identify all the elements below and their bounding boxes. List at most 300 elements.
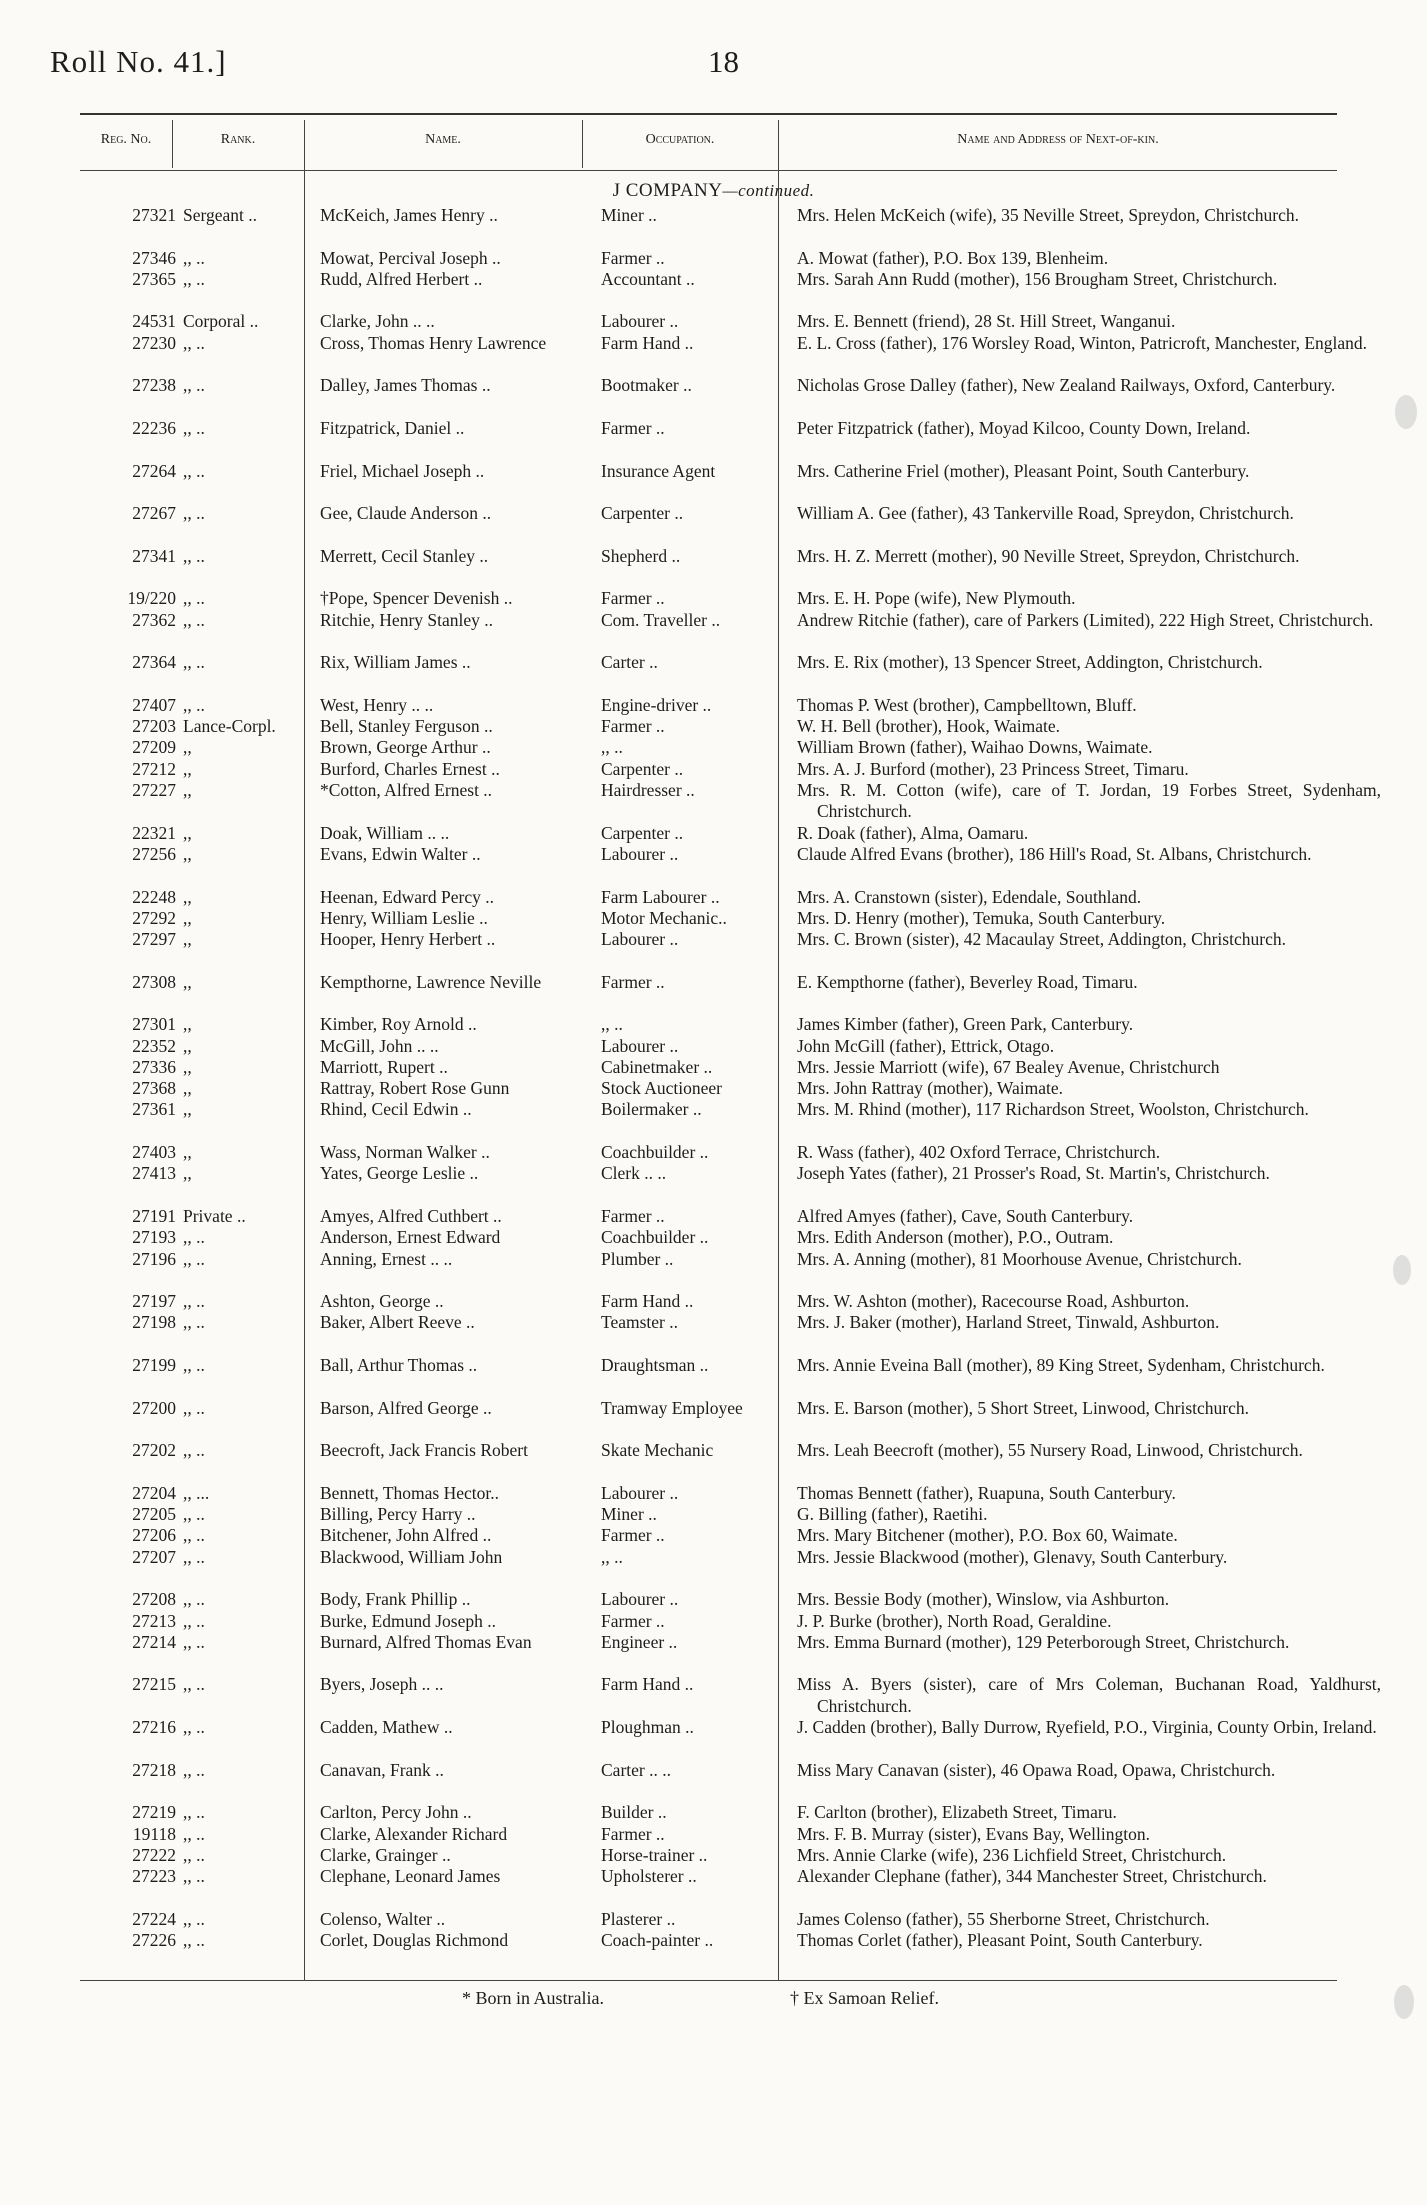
cell-name: Rhind, Cecil Edwin .. [320,1099,472,1120]
cell-name: Doak, William .. .. [320,822,450,843]
cell-rank: ,, .. [183,1525,205,1546]
cell-name: Cross, Thomas Henry Lawrence [320,332,547,353]
cell-name: Mowat, Percival Joseph .. [320,247,501,268]
cell-next-of-kin: Miss A. Byers (sister), care of Mrs Coleman, Buchanan Road, Yaldhurst, Christchurch. [797,1674,1381,1716]
cell-name: Beecroft, Jack Francis Robert [320,1440,528,1461]
table-row [0,1398,1427,1441]
cell-next-of-kin: Joseph Yates (father), 21 Prosser's Road, St. Martin's, Christchurch. [797,1163,1270,1184]
cell-next-of-kin: Alexander Clephane (father), 344 Manchester Street, Christchurch. [797,1866,1267,1887]
cell-next-of-kin: R. Wass (father), 402 Oxford Terrace, Christchurch. [797,1142,1161,1163]
cell-occupation: Shepherd .. [601,545,681,566]
cell-rank: ,, .. [183,1674,205,1695]
cell-rank: ,, .. [183,1759,205,1780]
cell-rank: ,, .. [183,1823,205,1844]
cell-next-of-kin: A. Mowat (father), P.O. Box 139, Blenheim. [797,247,1109,268]
cell-reg-no: 27200 [132,1397,176,1418]
cell-rank: Lance-Corpl. [183,716,276,737]
cell-rank: ,, [183,1056,192,1077]
cell-next-of-kin: Mrs. Emma Burnard (mother), 129 Peterborough Street, Christchurch. [797,1631,1290,1652]
cell-name: Byers, Joseph .. .. [320,1674,444,1695]
bottom-rule [80,1980,1337,1981]
cell-occupation: Hairdresser .. [601,780,695,801]
header-divider [172,120,173,168]
cell-name: Anderson, Ernest Edward [320,1227,501,1248]
cell-name: Fitzpatrick, Daniel .. [320,417,465,438]
cell-next-of-kin: Mrs. W. Ashton (mother), Racecourse Road, Ashburton. [797,1291,1190,1312]
cell-rank: ,, .. [183,694,205,715]
cell-name: Heenan, Edward Percy .. [320,886,494,907]
cell-reg-no: 27206 [132,1525,176,1546]
cell-name: McGill, John .. .. [320,1035,439,1056]
cell-next-of-kin: Mrs. J. Baker (mother), Harland Street, Tinwald, Ashburton. [797,1312,1220,1333]
cell-occupation: Engine-driver .. [601,694,712,715]
table-row [0,1760,1427,1803]
cell-rank: ,, .. [183,1291,205,1312]
cell-name: Brown, George Arthur .. [320,737,491,758]
cell-name: Burke, Edmund Joseph .. [320,1610,496,1631]
cell-occupation: Carpenter .. [601,758,684,779]
footnote-born-australia: * Born in Australia. [462,1988,604,2008]
cell-occupation: Stock Auctioneer [601,1078,723,1099]
cell-reg-no: 27214 [132,1631,176,1652]
cell-name: Barson, Alfred George .. [320,1397,492,1418]
cell-name: Colenso, Walter .. [320,1908,446,1929]
table-row [0,1078,1427,1099]
header-divider [582,120,583,168]
header-name: Name. [425,132,461,147]
cell-occupation: Motor Mechanic.. [601,907,727,928]
cell-rank: ,, [183,843,192,864]
table-row [0,1036,1427,1057]
company-heading [0,180,1427,202]
cell-occupation: Upholsterer .. [601,1866,697,1887]
cell-reg-no: 24531 [132,311,176,332]
cell-name: Evans, Edwin Walter .. [320,843,481,864]
cell-reg-no: 27407 [132,694,176,715]
cell-name: Gee, Claude Anderson .. [320,503,492,524]
cell-occupation: Insurance Agent [601,460,716,481]
table-row [0,1845,1427,1866]
cell-reg-no: 27224 [132,1908,176,1929]
cell-occupation: Carpenter .. [601,503,684,524]
cell-next-of-kin: Mrs. H. Z. Merrett (mother), 90 Neville Street, Spreydon, Christchurch. [797,545,1300,566]
table-row [0,1483,1427,1504]
cell-occupation: Farmer .. [601,1610,665,1631]
table-row [0,1057,1427,1078]
cell-rank: ,, .. [183,460,205,481]
table-row [0,1824,1427,1845]
cell-occupation: Farmer .. [601,971,665,992]
cell-reg-no: 22352 [132,1035,176,1056]
cell-reg-no: 27256 [132,843,176,864]
table-row [0,248,1427,269]
cell-occupation: Coachbuilder .. [601,1142,709,1163]
roll-table [0,205,1427,1951]
cell-rank: ,, [183,886,192,907]
cell-reg-no: 27301 [132,1014,176,1035]
cell-reg-no: 27204 [132,1482,176,1503]
cell-name: Body, Frank Phillip .. [320,1589,471,1610]
table-row [0,1589,1427,1610]
cell-name: Burford, Charles Ernest .. [320,758,500,779]
cell-rank: ,, .. [183,1631,205,1652]
cell-rank: ,, .. [183,375,205,396]
cell-rank: ,, .. [183,1227,205,1248]
company-title: J COMPANY [612,180,723,201]
cell-next-of-kin: Mrs. Sarah Ann Rudd (mother), 156 Brougham Street, Christchurch. [797,268,1278,289]
cell-reg-no: 27215 [132,1674,176,1695]
cell-name: Merrett, Cecil Stanley .. [320,545,489,566]
cell-next-of-kin: Claude Alfred Evans (brother), 186 Hill's Road, St. Albans, Christchurch. [797,843,1312,864]
table-row [0,1611,1427,1632]
table-row [0,461,1427,504]
table-row [0,1142,1427,1163]
cell-next-of-kin: F. Carlton (brother), Elizabeth Street, Timaru. [797,1802,1117,1823]
cell-occupation: Carter .. .. [601,1759,671,1780]
cell-next-of-kin: Nicholas Grose Dalley (father), New Zealand Railways, Oxford, Canterbury. [797,375,1336,396]
table-row [0,333,1427,376]
cell-name: Blackwood, William John [320,1546,503,1567]
table-row [0,1440,1427,1483]
cell-reg-no: 27238 [132,375,176,396]
table-row [0,887,1427,908]
cell-rank: ,, .. [183,1504,205,1525]
cell-occupation: Teamster .. [601,1312,679,1333]
cell-occupation: Ploughman .. [601,1717,694,1738]
cell-occupation: Farm Hand .. [601,1291,694,1312]
cell-occupation: Farmer .. [601,1823,665,1844]
cell-next-of-kin: Mrs. E. H. Pope (wife), New Plymouth. [797,588,1076,609]
cell-reg-no: 27213 [132,1610,176,1631]
cell-next-of-kin: William Brown (father), Waihao Downs, Waimate. [797,737,1153,758]
cell-occupation: Carpenter .. [601,822,684,843]
cell-next-of-kin: Mrs. Jessie Blackwood (mother), Glenavy, South Canterbury. [797,1546,1228,1567]
cell-reg-no: 27308 [132,971,176,992]
top-rule [80,113,1337,115]
cell-next-of-kin: Mrs. D. Henry (mother), Temuka, South Canterbury. [797,907,1166,928]
cell-reg-no: 27197 [132,1291,176,1312]
table-row [0,418,1427,461]
cell-next-of-kin: James Colenso (father), 55 Sherborne Street, Christchurch. [797,1908,1210,1929]
cell-rank: ,, .. [183,417,205,438]
table-row [0,1866,1427,1909]
cell-name: Rattray, Robert Rose Gunn [320,1078,510,1099]
cell-name: Yates, George Leslie .. [320,1163,479,1184]
cell-name: Clarke, Alexander Richard [320,1823,508,1844]
cell-reg-no: 27364 [132,652,176,673]
table-row [0,1163,1427,1206]
cell-rank: ,, [183,758,192,779]
cell-next-of-kin: Mrs. Leah Beecroft (mother), 55 Nursery Road, Linwood, Christchurch. [797,1440,1303,1461]
cell-reg-no: 27264 [132,460,176,481]
cell-name: Ashton, George .. [320,1291,444,1312]
cell-next-of-kin: James Kimber (father), Green Park, Canterbury. [797,1014,1134,1035]
cell-occupation: Miner .. [601,1504,657,1525]
table-row [0,1099,1427,1142]
cell-reg-no: 27208 [132,1589,176,1610]
table-row [0,1717,1427,1760]
cell-next-of-kin: Mrs. Edith Anderson (mother), P.O., Outram. [797,1227,1114,1248]
cell-name: *Cotton, Alfred Ernest .. [320,780,493,801]
cell-rank: ,, [183,822,192,843]
cell-reg-no: 27216 [132,1717,176,1738]
cell-next-of-kin: J. Cadden (brother), Bally Durrow, Ryefield, P.O., Virginia, County Orbin, Ireland. [797,1717,1377,1738]
cell-occupation: Plasterer .. [601,1908,676,1929]
cell-next-of-kin: Thomas P. West (brother), Campbelltown, Bluff. [797,694,1137,715]
cell-occupation: ,, .. [601,1014,623,1035]
cell-occupation: Carter .. [601,652,658,673]
cell-occupation: Farmer .. [601,417,665,438]
header-occupation: Occupation. [645,132,715,147]
cell-rank: ,, [183,1163,192,1184]
cell-rank: ,, [183,780,192,801]
cell-name: Wass, Norman Walker .. [320,1142,490,1163]
header-next-of-kin: Name and Address of Next-of-kin. [957,132,1159,147]
cell-next-of-kin: W. H. Bell (brother), Hook, Waimate. [797,716,1060,737]
cell-reg-no: 22321 [132,822,176,843]
cell-next-of-kin: Mrs. M. Rhind (mother), 117 Richardson Street, Woolston, Christchurch. [797,1099,1309,1120]
table-row [0,652,1427,695]
cell-next-of-kin: Alfred Amyes (father), Cave, South Canterbury. [797,1205,1134,1226]
cell-occupation: Builder .. [601,1802,667,1823]
cell-name: Ritchie, Henry Stanley .. [320,609,494,630]
cell-next-of-kin: G. Billing (father), Raetihi. [797,1504,988,1525]
cell-rank: ,, [183,1099,192,1120]
cell-rank: ,, [183,1078,192,1099]
cell-reg-no: 27230 [132,332,176,353]
table-row [0,546,1427,589]
page-number: 18 [708,44,739,79]
cell-rank: ,, .. [183,1930,205,1951]
cell-occupation: Tramway Employee [601,1397,743,1418]
cell-occupation: Labourer .. [601,1589,679,1610]
cell-next-of-kin: Mrs. F. B. Murray (sister), Evans Bay, Wellington. [797,1823,1150,1844]
cell-occupation: Boilermaker .. [601,1099,702,1120]
cell-rank: ,, .. [183,1248,205,1269]
cell-reg-no: 27196 [132,1248,176,1269]
cell-next-of-kin: Mrs. A. J. Burford (mother), 23 Princess Street, Timaru. [797,758,1189,779]
cell-rank: ,, [183,737,192,758]
cell-reg-no: 19118 [132,1823,176,1844]
cell-occupation: Farm Labourer .. [601,886,720,907]
cell-name: Bitchener, John Alfred .. [320,1525,492,1546]
cell-occupation: Engineer .. [601,1631,678,1652]
cell-occupation: Miner .. [601,205,657,225]
cell-name: Carlton, Percy John .. [320,1802,472,1823]
cell-occupation: Farmer .. [601,588,665,609]
footnote-ex-samoan: † Ex Samoan Relief. [790,1988,939,2008]
cell-rank: ,, .. [183,1312,205,1333]
cell-occupation: Coachbuilder .. [601,1227,709,1248]
cell-reg-no: 27336 [132,1056,176,1077]
table-row [0,716,1427,737]
table-row [0,1547,1427,1590]
cell-occupation: Farmer .. [601,1205,665,1226]
cell-next-of-kin: J. P. Burke (brother), North Road, Geraldine. [797,1610,1112,1631]
cell-next-of-kin: Mrs. Annie Eveina Ball (mother), 89 King Street, Sydenham, Christchurch. [797,1355,1325,1376]
cell-name: McKeich, James Henry .. [320,205,498,225]
cell-next-of-kin: Mrs. A. Anning (mother), 81 Moorhouse Avenue, Christchurch. [797,1248,1242,1269]
cell-rank: ,, [183,1142,192,1163]
cell-reg-no: 27202 [132,1440,176,1461]
table-row [0,737,1427,758]
table-row [0,503,1427,546]
cell-next-of-kin: Mrs. Mary Bitchener (mother), P.O. Box 60, Waimate. [797,1525,1178,1546]
cell-reg-no: 27227 [132,780,176,801]
cell-rank: ,, .. [183,247,205,268]
cell-rank: ,, .. [183,1610,205,1631]
cell-rank: ,, .. [183,1844,205,1865]
table-row [0,1802,1427,1823]
cell-name: Clarke, John .. .. [320,311,435,332]
cell-occupation: Bootmaker .. [601,375,692,396]
cell-next-of-kin: Mrs. Bessie Body (mother), Winslow, via Ashburton. [797,1589,1170,1610]
cell-next-of-kin: Mrs. C. Brown (sister), 42 Macaulay Street, Addington, Christchurch. [797,929,1286,950]
cell-reg-no: 27292 [132,907,176,928]
cell-reg-no: 27191 [132,1205,176,1226]
cell-name: Amyes, Alfred Cuthbert .. [320,1205,502,1226]
cell-occupation: Skate Mechanic [601,1440,714,1461]
cell-reg-no: 27403 [132,1142,176,1163]
cell-reg-no: 27365 [132,268,176,289]
cell-name: Cadden, Mathew .. [320,1717,453,1738]
cell-name: Clephane, Leonard James [320,1866,501,1887]
cell-rank: ,, [183,971,192,992]
cell-name: Hooper, Henry Herbert .. [320,929,496,950]
cell-reg-no: 27361 [132,1099,176,1120]
cell-name: Corlet, Douglas Richmond [320,1930,509,1951]
cell-rank: ,, .. [183,545,205,566]
cell-occupation: Draughtsman .. [601,1355,709,1376]
table-row [0,1312,1427,1355]
table-row [0,823,1427,844]
scan-smudge [1393,1255,1411,1285]
cell-reg-no: 27222 [132,1844,176,1865]
cell-reg-no: 27193 [132,1227,176,1248]
cell-name: Friel, Michael Joseph .. [320,460,485,481]
cell-next-of-kin: Andrew Ritchie (father), care of Parkers (Limited), 222 High Street, Christchurch. [797,609,1374,630]
cell-reg-no: 27223 [132,1866,176,1887]
cell-name: Marriott, Rupert .. [320,1056,448,1077]
cell-next-of-kin: Thomas Bennett (father), Ruapuna, South Canterbury. [797,1482,1176,1503]
table-row [0,1632,1427,1675]
cell-rank: ,, .. [183,332,205,353]
cell-rank: ,, .. [183,652,205,673]
header-reg-no: Reg. No. [100,132,152,147]
cell-occupation: Labourer .. [601,1482,679,1503]
cell-occupation: Plumber .. [601,1248,674,1269]
table-row [0,1909,1427,1930]
cell-name: Billing, Percy Harry .. [320,1504,476,1525]
cell-reg-no: 27199 [132,1355,176,1376]
company-continued: —continued. [722,181,815,200]
cell-name: Ball, Arthur Thomas .. [320,1355,478,1376]
cell-next-of-kin: Mrs. E. Rix (mother), 13 Spencer Street, Addington, Christchurch. [797,652,1263,673]
cell-next-of-kin: John McGill (father), Ettrick, Otago. [797,1035,1055,1056]
cell-next-of-kin: E. Kempthorne (father), Beverley Road, Timaru. [797,971,1138,992]
table-row [0,1206,1427,1227]
cell-occupation: Labourer .. [601,1035,679,1056]
cell-name: Anning, Ernest .. .. [320,1248,453,1269]
cell-reg-no: 27218 [132,1759,176,1780]
table-row [0,610,1427,653]
table-row [0,1504,1427,1525]
cell-name: Bennett, Thomas Hector.. [320,1482,500,1503]
cell-next-of-kin: R. Doak (father), Alma, Oamaru. [797,822,1029,843]
cell-rank: ,, .. [183,1866,205,1887]
cell-reg-no: 27267 [132,503,176,524]
cell-occupation: Labourer .. [601,311,679,332]
table-row [0,269,1427,312]
cell-name: West, Henry .. .. [320,694,434,715]
table-row [0,311,1427,332]
cell-reg-no: 27226 [132,1930,176,1951]
cell-occupation: Clerk .. .. [601,1163,667,1184]
cell-occupation: Com. Traveller .. [601,609,721,630]
cell-next-of-kin: William A. Gee (father), 43 Tankerville Road, Spreydon, Christchurch. [797,503,1294,524]
cell-name: Canavan, Frank .. [320,1759,444,1780]
table-row [0,759,1427,780]
cell-occupation: Farmer .. [601,247,665,268]
cell-rank: ,, [183,1014,192,1035]
cell-next-of-kin: Miss Mary Canavan (sister), 46 Opawa Road, Opawa, Christchurch. [797,1759,1276,1780]
table-row [0,1674,1427,1717]
table-row [0,780,1427,823]
table-row [0,205,1427,248]
cell-rank: ,, [183,929,192,950]
cell-next-of-kin: Mrs. Jessie Marriott (wife), 67 Bealey Avenue, Christchurch [797,1056,1220,1077]
cell-reg-no: 27212 [132,758,176,779]
cell-name: Rix, William James .. [320,652,471,673]
cell-occupation: ,, .. [601,1546,623,1567]
cell-reg-no: 27413 [132,1163,176,1184]
table-row [0,1355,1427,1398]
roll-number: Roll No. 41.] [50,44,227,79]
cell-reg-no: 22236 [132,417,176,438]
cell-rank: ,, .. [183,1717,205,1738]
cell-name: †Pope, Spencer Devenish .. [320,588,513,609]
table-row [0,1525,1427,1546]
cell-rank: Corporal .. [183,311,259,332]
cell-rank: ,, .. [183,1440,205,1461]
cell-rank: Sergeant .. [183,205,258,225]
header-rule [80,170,1337,171]
header-rank: Rank. [220,132,256,147]
cell-occupation: Horse-trainer .. [601,1844,708,1865]
table-row [0,375,1427,418]
cell-occupation: Labourer .. [601,929,679,950]
scan-smudge [1394,1985,1414,2019]
cell-next-of-kin: Mrs. R. M. Cotton (wife), care of T. Jordan, 19 Forbes Street, Sydenham, Christchurch. [797,780,1381,822]
cell-next-of-kin: Thomas Corlet (father), Pleasant Point, South Canterbury. [797,1930,1203,1951]
cell-reg-no: 27341 [132,545,176,566]
cell-rank: Private .. [183,1205,246,1226]
cell-name: Kimber, Roy Arnold .. [320,1014,477,1035]
cell-reg-no: 27205 [132,1504,176,1525]
cell-name: Clarke, Grainger .. [320,1844,451,1865]
cell-rank: ,, .. [183,609,205,630]
table-row [0,588,1427,609]
cell-rank: ,, .. [183,268,205,289]
cell-next-of-kin: E. L. Cross (father), 176 Worsley Road, Winton, Patricroft, Manchester, England. [797,332,1368,353]
cell-reg-no: 27219 [132,1802,176,1823]
cell-rank: ,, .. [183,1546,205,1567]
cell-next-of-kin: Mrs. John Rattray (mother), Waimate. [797,1078,1064,1099]
cell-name: Dalley, James Thomas .. [320,375,491,396]
cell-next-of-kin: Mrs. Catherine Friel (mother), Pleasant Point, South Canterbury. [797,460,1250,481]
cell-rank: ,, [183,907,192,928]
cell-rank: ,, .. [183,1908,205,1929]
